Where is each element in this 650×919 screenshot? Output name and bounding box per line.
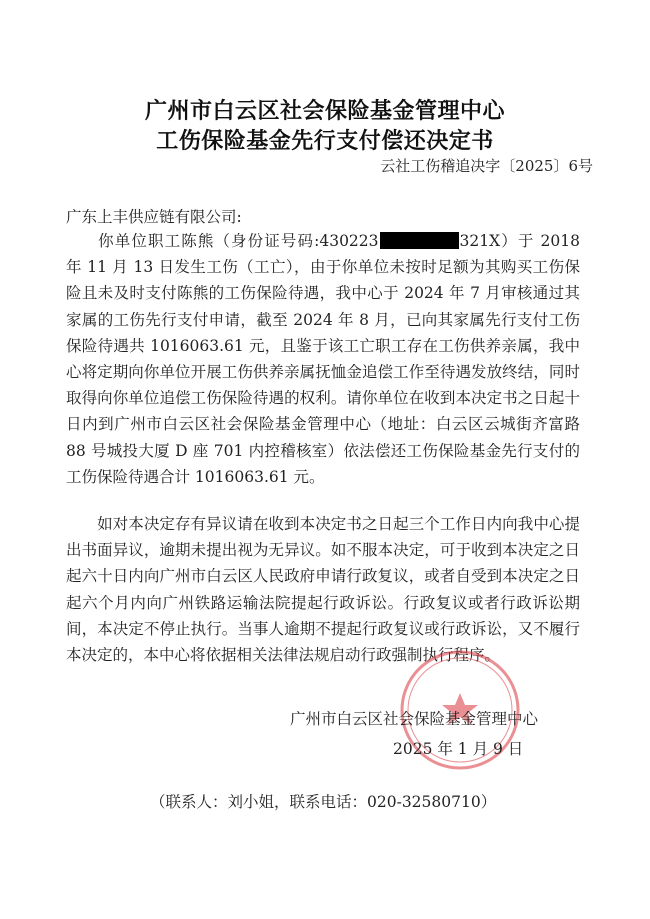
paragraph-1: [66, 228, 580, 490]
signature-organization: 广州市白云区社会保险基金管理中心: [290, 710, 539, 728]
signature-date: 2025 年 1 月 9 日: [393, 740, 524, 758]
paragraph-1-before-id: 你单位职工陈熊（身份证号码:430223: [97, 232, 379, 250]
addressee: 广东上丰供应链有限公司:: [66, 208, 242, 226]
contact-info: （联系人：刘小姐，联系电话：020-32580710）: [150, 793, 497, 811]
redaction-block: [380, 232, 459, 249]
paragraph-2-text: 如对本决定存有异议请在收到本决定书之日起三个工作日内向我中心提出书面异议，逾期未提出视为无异议。如不服本决定，可于收到本决定之日起六十日内向广州市白云区人民政府申请行政复议，或者自受到本决定之日起六个月内向广州铁路运输法院提起行政诉讼。行政复议或者行政诉讼期间，本决定不停止执行。当事人逾期不提起行政复议或行政诉讼，又不履行本决定的，本中心将依据相关法律法规启动行政强制执行程序。: [66, 515, 580, 665]
paragraph-1-after-id: 321X）于 2018 年 11 月 13 日发生工伤（工亡），由于你单位未按时足额为其购买工伤保险且未及时支付陈熊的工伤保险待遇，我中心于 2024 年 7 月审核通过其家属的工伤先行支付申请，截至 2024 年 8 月，已向其家属先行支付工伤保险待遇共 1016063.61 元，且鉴于该工亡职工存在工伤供养亲属，我中心将定期向你单位开展工伤供养亲属抚恤金追偿工作至待遇发放终结，同时取得向你单位追偿工伤保险待遇的权利。请你单位在收到本决定书之日起十日内到广州市白云区社会保险基金管理中心（地址：白云区云城街齐富路 88 号城投大厦 D 座 701 内控稽核室）依法偿还工伤保险基金先行支付的工伤保险待遇合计 1016063.61 元。: [66, 232, 580, 486]
document-number: 云社工伤稽追决字〔2025〕6号: [380, 157, 593, 175]
title-line-2: 工伤保险基金先行支付偿还决定书: [156, 128, 494, 154]
title-line-1: 广州市白云区社会保险基金管理中心: [144, 98, 505, 124]
